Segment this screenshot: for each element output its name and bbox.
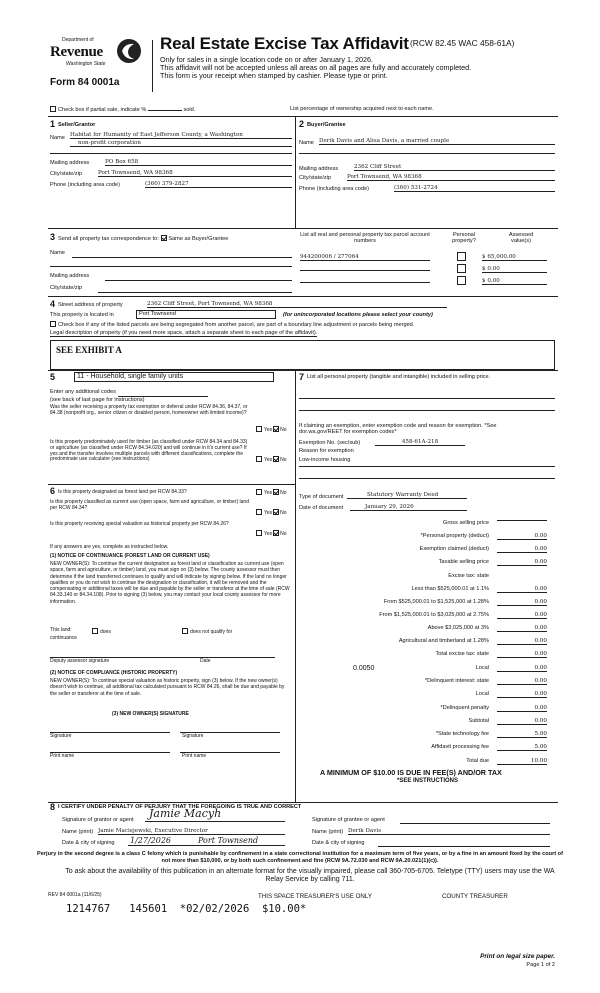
seller-phone[interactable]: (360) 379-2827 bbox=[145, 181, 292, 188]
document-type[interactable]: Statutory Warranty Deed bbox=[347, 492, 467, 499]
q6-3-yes-checkbox[interactable] bbox=[256, 530, 262, 536]
buyer-heading: Buyer/Grantee bbox=[307, 122, 346, 128]
page-number: Page 1 of 2 bbox=[526, 962, 555, 968]
fee-value[interactable]: 0.00 bbox=[497, 546, 547, 553]
fee-value[interactable]: 0.00 bbox=[497, 678, 547, 685]
fee-personal-property: *Personal property (deduct) 0.00 bbox=[420, 533, 547, 539]
continuance-heading: (1) NOTICE OF CONTINUANCE (FOREST LAND OR CURRENT USE) bbox=[50, 553, 210, 559]
compliance-body: NEW OWNER(S): To continue special valuation as historic property, sign (3) below. If the new owner(s) doesn't wish to continue, all additional tax calculated pursuant to RCW 84.26, shall be due and payable by the seller or transferor at the time of sale. bbox=[50, 678, 285, 697]
continuance-body: NEW OWNER(S): To continue the current designation as forest land or classification as current use (open space, farm and agriculture, or timber) land, you must sign on (3) below. The county assessor must then determine if the land transferred continues to qualify and will indicate by signing below. If the land no longer qualifies or you do not wish to continue the designation or classification, it will be removed and the compensating or additional taxes will be due and payable by the seller or transferor at the time of sale (RCW 84.33.140 or 84.34.108). Prior to signing (3) below, you may contact your local county assessor for more information. bbox=[50, 561, 290, 605]
grantor-print-name[interactable]: Jamie Maciejewski, Executive Director bbox=[98, 828, 285, 835]
form-rcw: (RCW 82.45 WAC 458-61A) bbox=[410, 38, 515, 48]
personal-property-checkbox-1[interactable] bbox=[457, 252, 466, 261]
seller-city[interactable]: Port Townsend, WA 98368 bbox=[98, 170, 292, 177]
property-street[interactable]: 2362 Cliff Street, Port Townsend, WA 98368 bbox=[147, 301, 447, 308]
fee-excise-state-label: Excise tax: state bbox=[448, 573, 489, 579]
buyer-mailing-address[interactable]: 2362 Cliff Street bbox=[354, 164, 555, 171]
fee-value[interactable]: 0.00 bbox=[497, 559, 547, 566]
form-title: Real Estate Excise Tax Affidavit bbox=[160, 34, 409, 53]
fee-delinquent-penalty: *Delinquent penalty 0.00 bbox=[440, 705, 547, 711]
fee-value[interactable]: 0.00 bbox=[497, 638, 547, 645]
fee-gross-selling-price: Gross selling price bbox=[307, 520, 547, 529]
segregated-checkbox[interactable] bbox=[50, 321, 56, 327]
fee-value[interactable]: 0.00 bbox=[497, 533, 547, 540]
fee-exemption-claimed: Exemption claimed (deduct) 0.00 bbox=[419, 546, 547, 552]
historical-question: Is this property receiving special valuation as historical property per RCW 84.26? bbox=[50, 521, 229, 527]
correspondence-row: Send all property tax correspondence to: Same as Buyer/Grantee bbox=[58, 236, 229, 242]
assessed-value-1[interactable]: $ 65,000.00 bbox=[482, 254, 547, 261]
same-as-buyer-checkbox[interactable] bbox=[161, 235, 167, 241]
partial-sale-row: Check box if partial sale, indicate % sold. bbox=[50, 106, 195, 113]
assessed-heading: Assessed value(s) bbox=[508, 232, 534, 245]
fee-value[interactable]: 0.00 bbox=[497, 586, 547, 593]
fee-tier-2: From $525,000.01 to $1,525,000 at 1.28% 0.00 bbox=[383, 599, 547, 605]
exemption-deferral-answer: Yes No bbox=[256, 426, 287, 434]
fee-value[interactable]: 5.00 bbox=[497, 744, 547, 751]
grantor-signature[interactable] bbox=[145, 807, 285, 822]
form-number: Form 84 0001a bbox=[50, 77, 120, 88]
fee-delinquent-interest-local: Local 0.00 bbox=[475, 691, 547, 697]
fee-delinquent-interest-state: *Delinquent interest: state 0.00 bbox=[424, 678, 547, 684]
personal-property-checkbox-3[interactable] bbox=[457, 276, 466, 285]
seller-name-2[interactable]: non-profit corporation bbox=[70, 140, 292, 147]
timber-agriculture-question: Is this property predominately used for timber (as classified under RCW 84.34 and 84.33) or agriculture (as classified under RCW 84.34.020) and will continue in it's current use? If yes and the transfer involves multiple parcels with different classifications, complete the predominate use calculator (see instructions) bbox=[50, 439, 248, 463]
buyer-phone[interactable]: (360) 531-2724 bbox=[394, 185, 555, 192]
current-use-question: Is this property classified as current use (open space, farm and agriculture, or timber) land per RCW 84.34? bbox=[50, 499, 249, 511]
q6-2-yes-checkbox[interactable] bbox=[256, 509, 262, 515]
grantor-date-city[interactable]: 1/27/2026 Port Townsend bbox=[128, 836, 285, 846]
seller-mailing-address[interactable]: PO Box 658 bbox=[105, 159, 292, 166]
fee-tier-1: Less than $525,000.01 at 1.1% 0.00 bbox=[411, 586, 547, 592]
fee-total-due: Total due 10.00 bbox=[466, 758, 547, 764]
grantee-print-name[interactable]: Derik Davis bbox=[348, 828, 550, 835]
q6-1-yes-checkbox[interactable] bbox=[256, 489, 262, 495]
header-line-2: This affidavit will not be accepted unless all areas on all pages are fully and accurately completed. bbox=[160, 63, 472, 72]
fee-value[interactable]: 0.00 bbox=[497, 665, 547, 672]
forest-land-question: Is this property designated as forest land per RCW 84.33? bbox=[58, 489, 187, 495]
new-owner-signature-heading: (3) NEW OWNER(S) SIGNATURE bbox=[112, 711, 189, 717]
personal-heading: Personal property? bbox=[452, 232, 476, 245]
assessed-value-3[interactable]: $ 0.00 bbox=[482, 278, 547, 285]
fee-value[interactable] bbox=[497, 520, 547, 521]
availability-notice: To ask about the availability of this publication in an alternate format for the visually impaired, please call 360-705-6705. Teletype (TTY) users may use the WA Relay Service by calling 711. bbox=[65, 868, 555, 884]
certify-heading: I CERTIFY UNDER PENALTY OF PERJURY THAT THE FOREGOING IS TRUE AND CORRECT bbox=[58, 804, 302, 810]
q6-3-no-checkbox[interactable] bbox=[273, 530, 279, 536]
header-line-1: Only for sales in a single location code on or after January 1, 2026. bbox=[160, 55, 373, 64]
county-treasurer: COUNTY TREASURER bbox=[442, 893, 508, 900]
land-does-not-checkbox[interactable] bbox=[182, 628, 188, 634]
q5-2-yes-checkbox[interactable] bbox=[256, 456, 262, 462]
fee-taxable-selling-price: Taxable selling price 0.00 bbox=[438, 559, 547, 565]
fee-value[interactable]: 10.00 bbox=[497, 758, 547, 765]
exemption-instructions: If claiming an exemption, enter exemption code and reason for exemption. *See dor.wa.gov/REET for exemption codes* bbox=[299, 423, 497, 436]
fee-value[interactable]: 0.00 bbox=[497, 599, 547, 606]
header-line-3: This form is your receipt when stamped by cashier. Please type or print. bbox=[160, 71, 388, 80]
fee-value[interactable]: 0.00 bbox=[497, 625, 547, 632]
q6-2-no-checkbox[interactable] bbox=[273, 509, 279, 515]
treasurer-use: THIS SPACE TREASURER'S USE ONLY bbox=[258, 893, 372, 900]
cashier-stamp: 1214767 145601 *02/02/2026 $10.00* bbox=[66, 903, 307, 915]
fee-technology: *State technology fee 5.00 bbox=[435, 731, 547, 737]
fee-subtotal: Subtotal 0.00 bbox=[468, 718, 547, 724]
land-does-checkbox[interactable] bbox=[92, 628, 98, 634]
seller-heading: Seller/Grantor bbox=[58, 122, 96, 128]
exemption-number[interactable]: 458-61A-218 bbox=[375, 439, 465, 446]
legal-description-box[interactable] bbox=[50, 340, 555, 370]
state-label: Washington State bbox=[66, 61, 106, 67]
fee-affidavit-processing: Affidavit processing fee 5.00 bbox=[431, 744, 547, 750]
fee-agricultural: Agricultural and timberland at 1.28% 0.00 bbox=[398, 638, 547, 644]
exemption-reason[interactable]: Low-income housing bbox=[299, 457, 351, 463]
perjury-notice: Perjury in the second degree is a class C felony which is punishable by confinement in a state correctional institution for a maximum term of five years, or by a fine in an amount fixed by the court of not more than $10,000, or by both such confinement and fine (RCW 9A.72.030 and RCW 9A.20.021(1)(c)). bbox=[37, 851, 563, 864]
compliance-heading: (2) NOTICE OF COMPLIANCE (HISTORIC PROPERTY) bbox=[50, 670, 178, 676]
fee-value[interactable]: 0.00 bbox=[497, 612, 547, 619]
partial-sale-checkbox[interactable] bbox=[50, 106, 56, 112]
document-date[interactable]: January 29, 2026 bbox=[350, 504, 467, 511]
q5-1-no-checkbox[interactable] bbox=[273, 426, 279, 432]
fee-total-excise-state: Total excise tax: state 0.00 bbox=[435, 651, 547, 657]
location-note: (for unincorporated locations please select your county) bbox=[283, 312, 433, 318]
timber-agriculture-answer: Yes No bbox=[256, 456, 287, 464]
q5-1-yes-checkbox[interactable] bbox=[256, 426, 262, 432]
fee-value[interactable]: 5.00 bbox=[497, 731, 547, 738]
legal-description-text: SEE EXHIBIT A bbox=[56, 345, 122, 355]
fee-value[interactable]: 0.00 bbox=[497, 651, 547, 658]
see-instructions: *SEE INSTRUCTIONS bbox=[397, 778, 459, 784]
parcel-number[interactable]: 944200006 / 277064 bbox=[300, 254, 430, 261]
local-rate: 0.0050 bbox=[353, 665, 375, 672]
seller-name[interactable]: Habitat for Humanity of East Jefferson County, a Washington bbox=[70, 132, 292, 139]
q6-1-no-checkbox[interactable] bbox=[273, 489, 279, 495]
q5-2-no-checkbox[interactable] bbox=[273, 456, 279, 462]
fee-tier-4: Above $3,025,000 at 3% 0.00 bbox=[427, 625, 547, 631]
wa-logo-icon bbox=[116, 38, 142, 64]
personal-property-checkbox-2[interactable] bbox=[457, 264, 466, 273]
grantor-signature-script: Jamie Macyh bbox=[149, 807, 222, 820]
fee-value[interactable]: 0.00 bbox=[497, 705, 547, 712]
parcel-heading: List all real and personal property tax parcel account numbers bbox=[300, 232, 430, 245]
buyer-name[interactable]: Derik Davis and Alisa Davis, a married couple bbox=[319, 138, 555, 145]
legal-size-note: Print on legal size paper. bbox=[480, 953, 555, 960]
land-use-code-select[interactable]: 11 - Household, single family units bbox=[74, 372, 274, 382]
assessed-value-2[interactable]: $ 0.00 bbox=[482, 266, 547, 273]
buyer-city[interactable]: Port Townsend, WA 98368 bbox=[347, 174, 555, 181]
revenue-wordmark: Revenue bbox=[50, 44, 103, 60]
minimum-note: A MINIMUM OF $10.00 IS DUE IN FEE(S) AND/OR TAX bbox=[320, 768, 502, 777]
revenue-logo bbox=[48, 36, 144, 76]
rev-number: REV 84 0001a (11/6/25) bbox=[48, 892, 102, 898]
location-select[interactable]: Port Townsend bbox=[136, 310, 276, 319]
exemption-deferral-question: Was the seller receiving a property tax exemption or deferral under RCW 84.36, 84.37, or 84.38 (nonprofit org., senior citizen or disabled person, homeowner with limited income)? bbox=[50, 404, 248, 416]
fee-tier-3: From $1,525,000.01 to $3,025,000 at 2.75% 0.00 bbox=[379, 612, 547, 618]
fee-local: 0.0050 Local 0.00 bbox=[353, 665, 547, 672]
fee-value[interactable]: 0.00 bbox=[497, 718, 547, 725]
personal-property-heading: List all personal property (tangible and intangible) included in selling price. bbox=[307, 374, 491, 380]
dept-label: Department of bbox=[62, 37, 94, 43]
legal-description-label: Legal description of property (if you need more space, attach a separate sheet to each page of the affidavit). bbox=[50, 330, 318, 336]
fee-value[interactable]: 0.00 bbox=[497, 691, 547, 698]
ownership-note: List percentage of ownership acquired next to each name. bbox=[290, 106, 434, 112]
segregated-row: Check box if any of the listed parcels are being segregated from another parcel, are part of a boundary line adjustment or parcels being merged. bbox=[50, 321, 560, 328]
